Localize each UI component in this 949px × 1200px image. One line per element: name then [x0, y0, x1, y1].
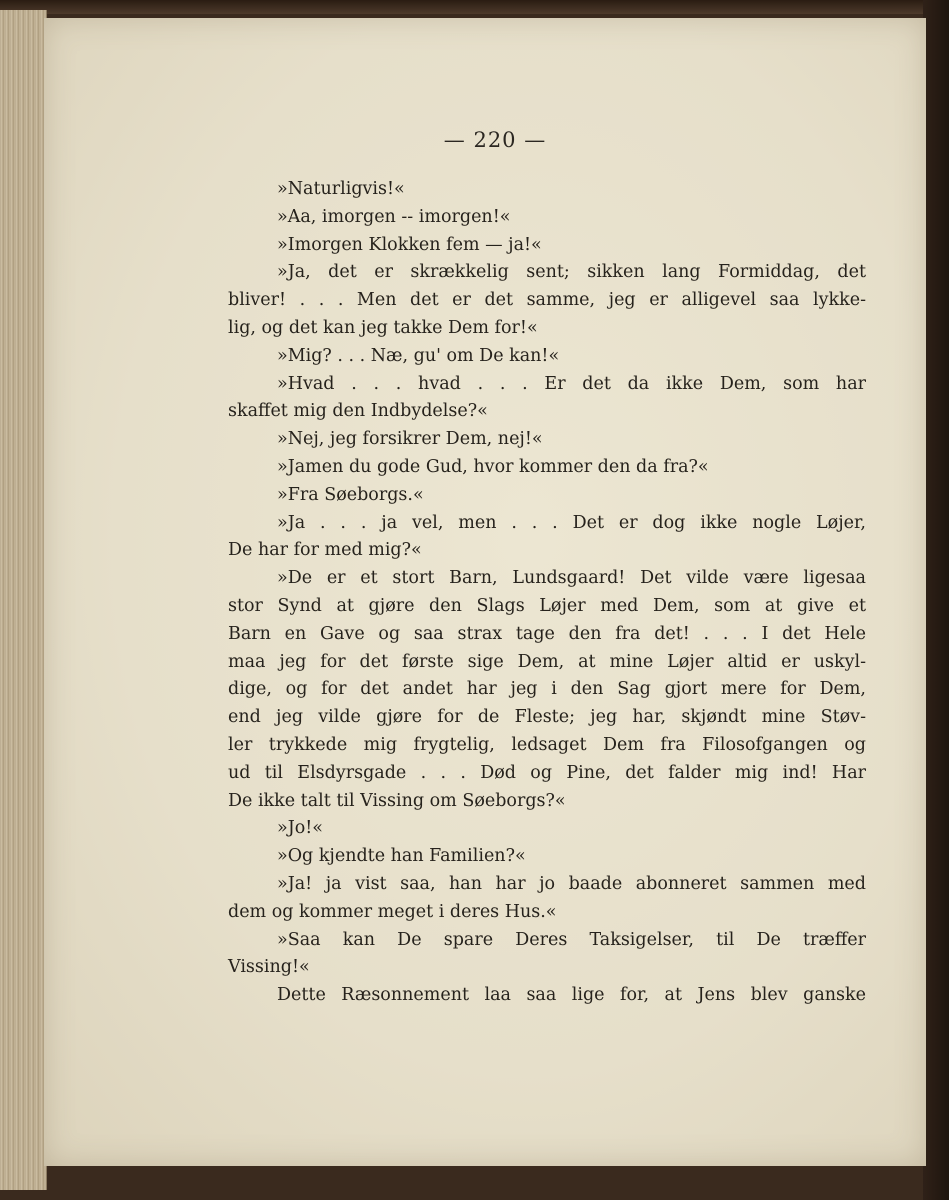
text-line: »Jo!« [277, 818, 323, 839]
book-page [44, 18, 926, 1166]
text-line: maa jeg for det første sige Dem, at mine Løjer altid er uskyl- [228, 651, 866, 672]
text-line: skaffet mig den Indbydelse?« [228, 401, 488, 422]
text-line: De har for med mig?« [228, 540, 422, 561]
text-line: lig, og det kan jeg takke Dem for!« [228, 317, 538, 338]
scan-top-border [0, 0, 949, 14]
text-line: Barn en Gave og saa strax tage den fra det! . . . I det Hele [228, 623, 866, 644]
text-line: »Og kjendte han Familien?« [277, 846, 526, 867]
text-line: »Hvad . . . hvad . . . Er det da ikke Dem, som har [277, 373, 866, 394]
text-line: »Saa kan De spare Deres Taksigelser, til De træffer [277, 929, 866, 950]
text-line: »De er et stort Barn, Lundsgaard! Det vilde være ligesaa [277, 568, 866, 589]
book-page-edges [0, 10, 47, 1190]
text-line: Vissing!« [228, 957, 310, 978]
text-line: »Jamen du gode Gud, hvor kommer den da fra?« [277, 456, 709, 477]
text-line: »Naturligvis!« [277, 179, 405, 199]
text-line: end jeg vilde gjøre for de Fleste; jeg har, skjøndt mine Støv- [228, 707, 866, 728]
text-line: »Ja! ja vist saa, han har jo baade abonneret sammen med [277, 873, 866, 894]
text-line: »Nej, jeg forsikrer Dem, nej!« [277, 429, 543, 450]
text-line: Dette Ræsonnement laa saa lige for, at Jens blev ganske [277, 985, 866, 1006]
scan-right-border [923, 0, 949, 1200]
text-line: »Fra Søeborgs.« [277, 484, 424, 505]
text-line: De ikke talt til Vissing om Søeborgs?« [228, 790, 566, 811]
text-line: »Ja . . . ja vel, men . . . Det er dog ikke nogle Løjer, [277, 512, 866, 533]
text-line: dem og kommer meget i deres Hus.« [228, 901, 557, 922]
body-text [228, 176, 866, 1010]
text-line: ler trykkede mig frygtelig, ledsaget Dem fra Filosofgangen og [228, 734, 866, 755]
text-line: »Ja, det er skrækkelig sent; sikken lang Formiddag, det [277, 262, 866, 283]
text-line: ud til Elsdyrsgade . . . Død og Pine, det falder mig ind! Har [228, 762, 866, 783]
text-line: »Mig? . . . Næ, gu' om De kan!« [277, 345, 560, 366]
text-line: bliver! . . . Men det er det samme, jeg er alligevel saa lykke- [228, 290, 866, 311]
text-line: dige, og for det andet har jeg i den Sag gjort mere for Dem, [228, 679, 866, 700]
text-line: stor Synd at gjøre den Slags Løjer med Dem, som at give et [228, 595, 866, 616]
page-number: — 220 — [443, 128, 547, 152]
text-line: »Aa, imorgen -- imorgen!« [277, 206, 511, 227]
text-line: »Imorgen Klokken fem — ja!« [277, 234, 542, 255]
